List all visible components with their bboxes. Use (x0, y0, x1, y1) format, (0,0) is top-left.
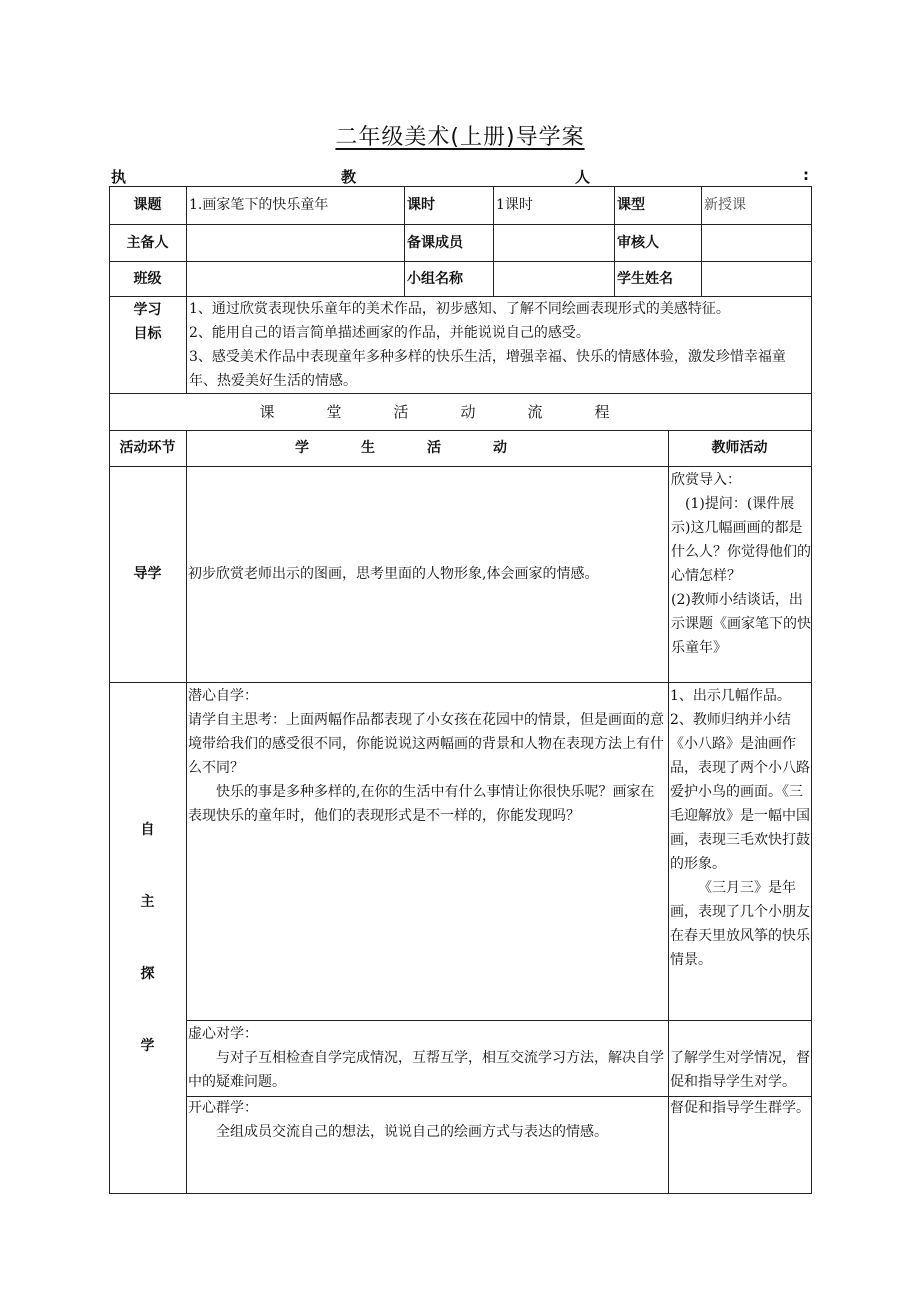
reviewer-label: 审核人 (617, 234, 659, 251)
self-study-t1-p1: 1、出示几幅作品。2、教师归纳并小结《小八路》是油画作品，表现了两个小八路爱护小鸟的画面。《三毛迎解放》是一幅中国画，表现三毛欢快打鼓的形象。 (670, 688, 810, 872)
self-study-title-3: 开心群学： (188, 1100, 258, 1116)
self-study-student-2 (188, 1022, 666, 1096)
lesson-table (109, 186, 812, 1194)
objectives-label-line-2: 目标 (133, 326, 162, 342)
self-study-title-2: 虚心对学： (188, 1026, 258, 1042)
self-study-stage-char: 主 (140, 893, 155, 910)
executor-char-2: 教 (341, 168, 357, 186)
objective-item: 2、能用自己的语言简单描述画家的作品，并能说说自己的感受。 (189, 325, 590, 341)
class-label: 班级 (133, 270, 162, 287)
members-value (496, 224, 614, 261)
guide-teacher-activity (671, 466, 811, 682)
guide-student-activity: 初步欣赏老师出示的图画，思考里面的人物形象,体会画家的情感。 (188, 566, 599, 582)
objectives-label (109, 298, 186, 393)
self-study-stage-char: 探 (140, 965, 155, 982)
guide-stage: 导学 (133, 566, 162, 582)
self-study-student-1 (188, 684, 666, 1020)
self-study-stage-char: 学 (140, 1037, 155, 1054)
self-study-student-3 (188, 1096, 666, 1193)
objective-item: 3、感受美术作品中表现童年多种多样的快乐生活，增强幸福、快乐的情感体验，激发珍惜幸福童年、热爱美好生活的情感。 (189, 349, 786, 389)
self-study-stage (109, 682, 186, 1193)
col-teacher-header: 教师活动 (711, 440, 768, 456)
period-label: 课时 (407, 197, 435, 213)
topic-value: 1.画家笔下的快乐童年 (189, 197, 329, 213)
lead-value (189, 224, 404, 261)
group-label: 小组名称 (407, 270, 463, 287)
guide-teacher-title: 欣赏导入： (671, 472, 741, 488)
page-title-text: 二年级美术(上册)导学案 (335, 125, 585, 150)
objective-item: 1、通过欣赏表现快乐童年的美术作品，初步感知、了解不同绘画表现形式的美感特征。 (189, 301, 730, 317)
col-stage-header: 活动环节 (119, 440, 176, 456)
executor-char-4: : (803, 166, 809, 184)
flow-title (109, 393, 812, 430)
self-study-s3-p1: 全组成员交流自己的想法，说说自己的绘画方式与表达的情感。 (216, 1124, 608, 1140)
col-student-header-text: 学生活动 (295, 440, 559, 456)
objectives-content (189, 297, 809, 393)
executor-char-1: 执 (111, 168, 127, 186)
student-name-value (704, 261, 811, 296)
guide-teacher-p2: (2)教师小结谈话，出示课题《画家笔下的快乐童年》 (671, 592, 811, 656)
guide-teacher-p1: (1)提问：(课件展示)这几幅画画的都是什么人？你觉得他们的心情怎样？ (671, 496, 811, 584)
self-study-title-1: 潜心自学： (188, 688, 258, 704)
type-label: 课型 (617, 197, 645, 213)
group-value (496, 261, 614, 296)
flow-title-text: 课堂活动流程 (259, 402, 662, 421)
lead-label: 主备人 (126, 234, 169, 251)
reviewer-value (704, 224, 811, 261)
page-title (0, 120, 920, 151)
topic-label: 课题 (133, 197, 162, 213)
self-study-teacher-3: 督促和指导学生群学。 (670, 1100, 810, 1116)
members-label: 备课成员 (407, 234, 463, 251)
period-value: 1课时 (496, 197, 533, 213)
executor-char-3: 人 (575, 168, 591, 186)
executor-line (109, 166, 812, 186)
self-study-stage-char: 自 (140, 821, 155, 838)
self-study-teacher-1 (670, 684, 811, 1020)
self-study-s1-p1: 请学自主思考：上面两幅作品都表现了小女孩在花园中的情景，但是画面的意境带给我们的感受很不同，你能说说这两幅画的背景和人物在表现方法上有什么不同？ (188, 712, 664, 776)
self-study-s2-p1: 与对子互相检查自学完成情况，互帮互学，相互交流学习方法，解决自学中的疑难问题。 (188, 1050, 664, 1090)
self-study-teacher-2: 了解学生对学情况，督促和指导学生对学。 (670, 1050, 810, 1090)
type-value: 新授课 (704, 197, 746, 213)
col-student-header (186, 430, 668, 466)
student-name-label: 学生姓名 (617, 270, 673, 287)
self-study-s1-p2: 快乐的事是多种多样的,在你的生活中有什么事情让你很快乐呢？画家在表现快乐的童年时，他们的表现形式是不一样的，你能发现吗？ (188, 784, 655, 824)
objectives-label-line-1: 学习 (133, 302, 162, 318)
class-value (189, 261, 404, 296)
self-study-t1-p2: 《三月三》是年画，表现了几个小朋友在春天里放风筝的快乐情景。 (670, 880, 810, 968)
